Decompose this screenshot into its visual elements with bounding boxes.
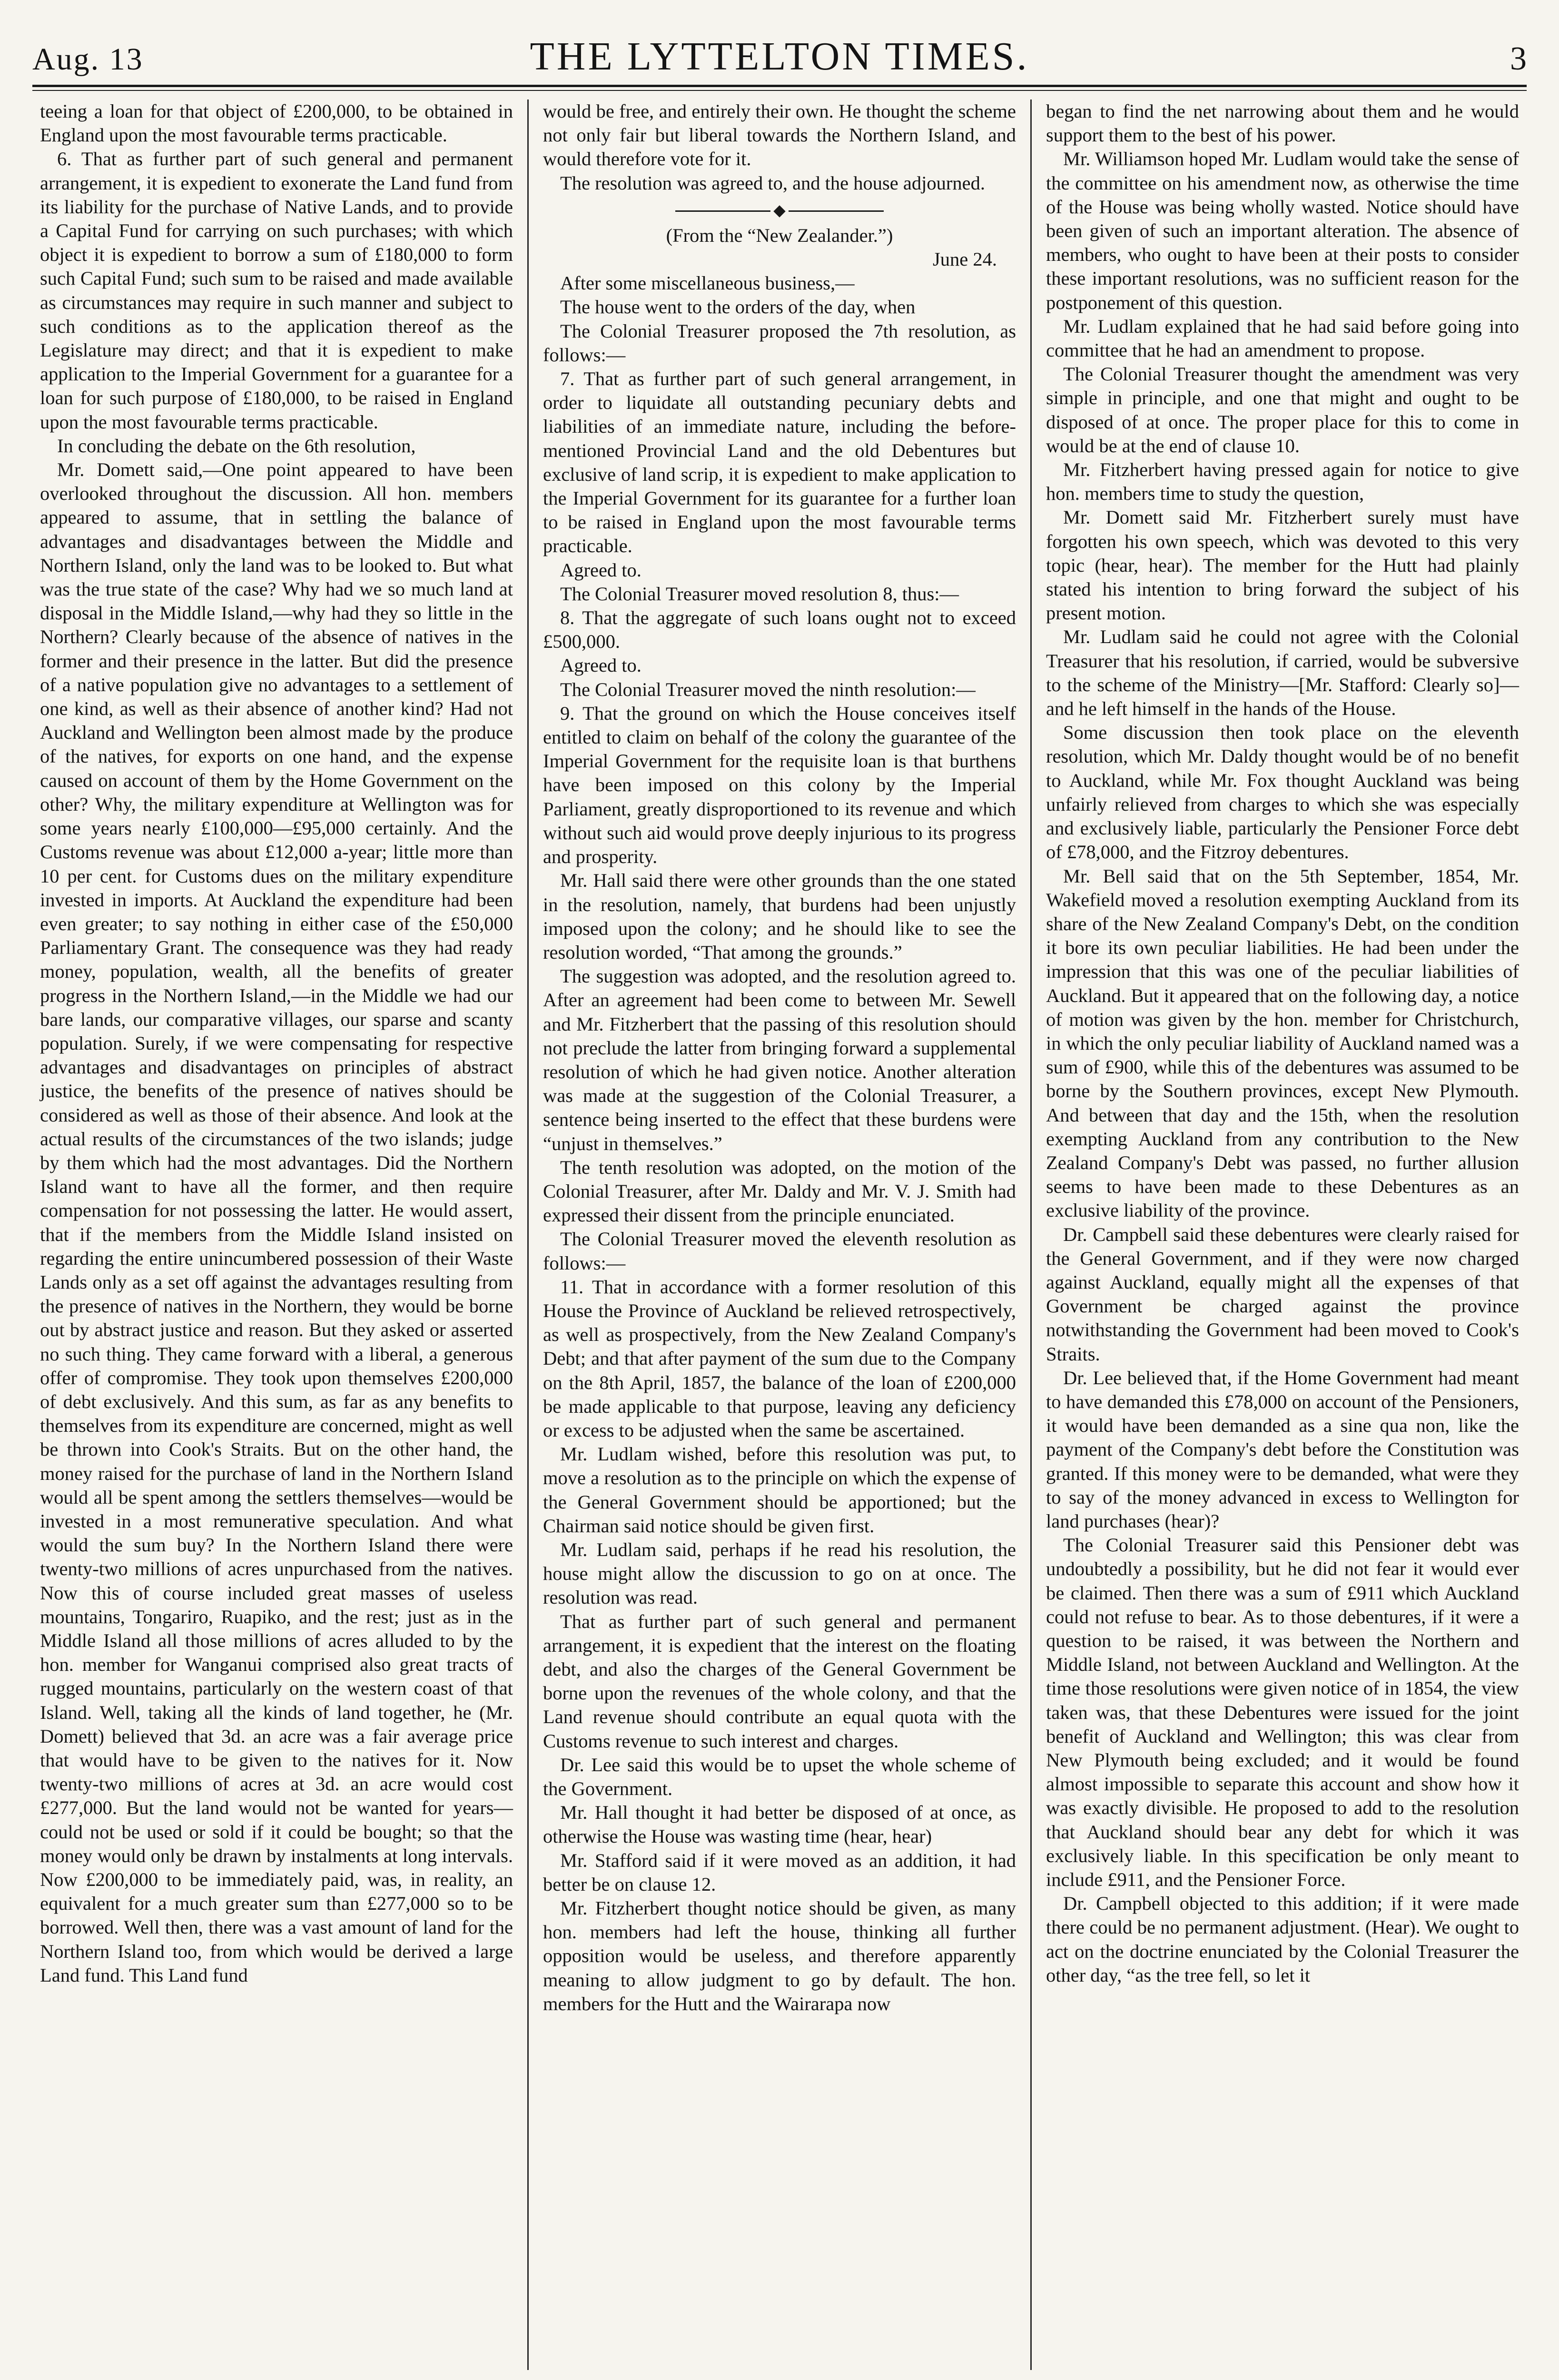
paragraph: That as further part of such general and permanent arrangement, it is expedient that the interest on the floating debt, and also the charges of the General Government be borne upon the revenues of the whole colony, and that the Land revenue should contribute an equal quota with the Customs revenue to such interest and charges. — [543, 1610, 1016, 1752]
page-number: 3 — [1510, 40, 1527, 77]
column-1 — [32, 99, 521, 2370]
paragraph: 8. That the aggregate of such loans ought not to exceed £500,000. — [543, 607, 1016, 653]
paragraph: The tenth resolution was adopted, on the motion of the Colonial Treasurer, after Mr. Daldy and Mr. V. J. Smith had expressed their dissent from the principle enunciated. — [543, 1156, 1016, 1226]
paragraph: The Colonial Treasurer moved resolution 8, thus:— — [560, 583, 959, 605]
paragraph: Dr. Campbell said these debentures were clearly raised for the General Government, and if they were now charged against Auckland, equally might all the expenses of that Government be charged against the province notwithstanding the Government had been moved to Cook's Straits. — [1046, 1223, 1519, 1365]
paragraph: 9. That the ground on which the House conceives itself entitled to claim on behalf of the colony the guarantee of the Imperial Government for the requisite loan is that burthens have been imposed on this colony by the Imperial Parliament, greatly disproportioned to its revenue and which without such aid would prove deeply injurious to its progress and prosperity. — [543, 702, 1016, 868]
paragraph: The house went to the orders of the day, when — [560, 296, 916, 318]
paragraph: Mr. Fitzherbert thought notice should be given, as many hon. members had left the house, thinking all further opposition would be useless, and therefore apparently meaning to allow judgment to go by default. The hon. members for the Hutt and the Wairarapa now — [543, 1897, 1016, 2014]
paragraph: Mr. Ludlam explained that he had said before going into committee that he had an amendment to propose. — [1046, 315, 1519, 361]
paragraph: Mr. Domett said Mr. Fitzherbert surely must have forgotten his own speech, which was devoted to this very topic (hear, hear). The member for the Hutt had plainly stated his intention to bring forward the subject of his present motion. — [1046, 506, 1519, 624]
column-2 — [535, 99, 1024, 2370]
paragraph: 7. That as further part of such general arrangement, in order to liquidate all outstanding pecuniary debts and liabilities of an immediate nature, including the before-mentioned Provincial Land and the old Debentures but exclusive of land scrip, it is expedient to make application to the Imperial Government for its guarantee for a further loan to be raised in England upon the most favourable terms practicable. — [543, 368, 1016, 557]
paragraph: Mr. Ludlam said, perhaps if he read his resolution, the house might allow the discussion to go on at once. The resolution was read. — [543, 1538, 1016, 1608]
paragraph: The Colonial Treasurer thought the amendment was very simple in principle, and one that might and ought to be disposed of at once. The proper place for this to come in would be at the end of clause 10. — [1046, 363, 1519, 456]
paragraph: Mr. Ludlam said he could not agree with the Colonial Treasurer that his resolution, if carried, would be subversive to the scheme of the Ministry—[Mr. Stafford: Clearly so]—and he left himself in the hands of the House. — [1046, 626, 1519, 720]
paragraph: Dr. Lee said this would be to upset the whole scheme of the Government. — [543, 1754, 1016, 1800]
paragraph: Dr. Lee believed that, if the Home Government had meant to have demanded this £78,000 on account of the Pensioners, it would have been demanded as a sine qua non, like the payment of the Company's debt before the Constitution was granted. If this money were to be demanded, what were they to say of the money advanced in excess to Wellington for land purchases (hear)? — [1046, 1367, 1519, 1532]
paragraph: After some miscellaneous business,— — [560, 272, 855, 294]
paragraph: would be free, and entirely their own. He thought the scheme not only fair but liberal towards the Northern Island, and would therefore vote for it. — [543, 100, 1016, 170]
paragraph: The Colonial Treasurer moved the ninth resolution:— — [560, 678, 976, 700]
paragraph: The suggestion was adopted, and the resolution agreed to. After an agreement had been come to between Mr. Sewell and Mr. Fitzherbert that the passing of this resolution should not preclude the latter from bringing forward a supplemental resolution of which he had given notice. Another alteration was made at the suggestion of the Colonial Treasurer, a sentence being inserted to the effect that these burdens were “unjust in themselves.” — [543, 965, 1016, 1154]
masthead — [32, 33, 1527, 81]
paragraph: Agreed to. — [560, 654, 641, 676]
masthead-rule — [32, 85, 1527, 87]
paragraph: Agreed to. — [560, 559, 641, 581]
column-separator — [1030, 99, 1032, 2370]
paragraph: Mr. Hall said there were other grounds than the one stated in the resolution, namely, that burdens had been unjustly imposed upon the colony; and he should like to see the resolution worded, “That among the grounds.” — [543, 870, 1016, 963]
paragraph: Mr. Williamson hoped Mr. Ludlam would take the sense of the committee on his amendment now, as otherwise the time of the House was being wholly wasted. Notice should have been given of such an important alteration. The absence of members, who ought to have been at their posts to consider these important resolutions, was no sufficient reason for the postponement of this question. — [1046, 148, 1519, 313]
paragraph: Dr. Campbell objected to this addition; if it were made there could be no permanent adjustment. (Hear). We ought to act on the doctrine enunciated by the Colonial Treasurer the other day, “as the tree fell, so let it — [1046, 1893, 1519, 1986]
paragraph: Mr. Domett said,—One point appeared to have been overlooked throughout the discussion. All hon. members appeared to assume, that in settling the balance of advantages and disadvantages between the Middle and Northern Island, only the land was to be looked to. But what was the true state of the case? Why had we so much land at disposal in the Middle Island,—why had they so little in the Northern? Clearly because of the absence of natives in the former and their presence in the latter. But did the presence of a native population give no advantages to a settlement of one kind, as well as their absence of another kind? Had not Auckland and Wellington been almost made by the produce of the natives, for exports on one hand, and the expense caused on account of them by the Home Government on the other? Why, the military expenditure at Wellington was for some years nearly £100,000—£95,000 certainly. And the Customs revenue was about £12,000 a-year; little more than 10 per cent. for Customs dues on the military expenditure invested in imports. At Auckland the expenditure had been even greater; to say nothing in either case of the £50,000 Parliamentary Grant. The consequence was they had ready money, population, wealth, all the benefits of greater progress in the Northern Island,—in the Middle we had our bare lands, our comparative villages, our sparse and scanty population. Surely, if we were compensating for respective advantages and disadvantages on principles of abstract justice, the benefits of the presence of natives should be considered as well as those of their absence. And look at the actual results of the circumstances of the two islands; judge by them which had the most advantages. Did the Northern Island want to have all the former, and then require compensation for not possessing the latter. He would assert, that if the members from the Middle Island insisted on regarding the entire unincumbered possession of their Waste Lands only as a set off against the advantages resulting from the presence of natives in the Northern, they would be borne out by abstract justice and reason. But they asked or asserted no such thing. They came forward with a liberal, a generous offer of compromise. They took upon themselves £200,000 of debt exclusively. And this sum, as far as any benefits to themselves from its expenditure are concerned, might as well be thrown into Cook's Straits. But on the other hand, the money raised for the purchase of land in the Northern Island would all be spent among the settlers themselves—would be invested in a most remunerative speculation. And what would the sum buy? In the Northern Island there were twenty-two millions of acres unpurchased from the natives. Now this of course included great masses of useless mountains, Tongariro, Ruapiko, and the rest; just as in the Middle Island all those millions of acres alluded to by the hon. member for Wanganui comprised also great tracts of rugged mountains, particularly on the western coast of that Island. Well, taking all the kinds of land together, he (Mr. Domett) believed that 3d. an acre was a fair average price that would have to be given to the natives for it. Now twenty-two millions of acres at 3d. an acre would cost £277,000. But the land would not be wanted for years—could not be used or sold if it could be bought; so that the money would only be drawn by instalments at long intervals. Now £200,000 to be immediately paid, was, in reality, an equivalent for a much greater sum than £277,000 so to be borrowed. Well then, there was a vast amount of land for the Northern Island too, from which would be derived a large Land fund. This Land fund — [40, 459, 513, 1986]
paragraph: Mr. Ludlam wished, before this resolution was put, to move a resolution as to the principle on which the expense of the General Government should be apportioned; but the Chairman said notice should be given first. — [543, 1443, 1016, 1537]
paragraph: 6. That as further part of such general and permanent arrangement, it is expedient to exonerate the Land fund from its liability for the purchase of Native Lands, and to provide a Capital Fund for carrying on such purchases; with which object it is expedient to borrow a sum of £180,000 to form such Capital Fund; such sum to be raised and made available as circumstances may require in such manner and subject to such conditions as to the application thereof as the Legislature may direct; and that it is expedient to make application to the Imperial Government for a guarantee for a loan for such purpose of £180,000, to be raised in England upon the most favourable terms practicable. — [40, 148, 513, 433]
paragraph: The Colonial Treasurer proposed the 7th resolution, as follows:— — [543, 320, 1016, 366]
paragraph: June 24. — [933, 248, 997, 270]
paragraph: The Colonial Treasurer moved the eleventh resolution as follows:— — [543, 1228, 1016, 1274]
paragraph: In concluding the debate on the 6th resolution, — [57, 435, 416, 456]
issue-date: Aug. 13 — [32, 42, 144, 77]
paragraph: Some discussion then took place on the eleventh resolution, which Mr. Daldy thought would be of no benefit to Auckland, while Mr. Fox thought Auckland was being unfairly relieved from charges to which she was especially and exclusively liable, particularly the Pensioner Force debt of £78,000, and the Fitzroy debentures. — [1046, 722, 1519, 863]
paragraph: Mr. Bell said that on the 5th September, 1854, Mr. Wakefield moved a resolution exempting Auckland from its share of the New Zealand Company's Debt, on the condition it bore its own peculiar liabilities. He had been under the impression that this was one of the peculiar liabilities of Auckland. But it appeared that on the following day, a notice of motion was given by the hon. member for Christchurch, in which the only peculiar liability of Auckland named was a sum of £900, while this of the debentures was assumed to be borne by the Southern provinces, except New Plymouth. And between that day and the 15th, when the resolution exempting Auckland from any contribution to the New Zealand Company's Debt was passed, no further allusion seems to have been made to these Debentures as an exclusive liability of the province. — [1046, 865, 1519, 1221]
newspaper-title: THE LYTTELTON TIMES. — [530, 34, 1029, 79]
paragraph: The Colonial Treasurer said this Pensioner debt was undoubtedly a possibility, but he did not fear it would ever be claimed. Then there was a sum of £911 which Auckland could not refuse to bear. As to those debentures, if it were a question to be raised, it was between the Northern and Middle Island, not between Auckland and Wellington. At the time those resolutions were given notice of in 1854, the view taken was, that these Debentures were issued for the joint benefit of Auckland and Wellington; this was clear from New Plymouth being excluded; and it would be found almost impossible to separate this account and show how it was exactly divisible. He proposed to add to the resolution that Auckland should bear any debt for which it was exclusively liable. In this specification be only meant to include £911, and the Pensioner Force. — [1046, 1534, 1519, 1891]
paragraph: Mr. Stafford said if it were moved as an addition, it had better be on clause 12. — [543, 1849, 1016, 1895]
paragraph: Mr. Hall thought it had better be disposed of at once, as otherwise the House was wasting time (hear, hear) — [543, 1802, 1016, 1847]
column-3 — [1038, 99, 1527, 2370]
column-separator — [527, 99, 529, 2370]
paragraph: teeing a loan for that object of £200,000, to be obtained in England upon the most favourable terms practicable. — [40, 100, 513, 146]
section-divider — [543, 195, 1016, 224]
paragraph: (From the “New Zealander.”) — [666, 224, 893, 246]
masthead-rule-thin — [32, 90, 1527, 91]
paragraph: The resolution was agreed to, and the house adjourned. — [560, 172, 985, 194]
paragraph: began to find the net narrowing about them and he would support them to the best of his power. — [1046, 100, 1519, 146]
paragraph: Mr. Fitzherbert having pressed again for notice to give hon. members time to study the question, — [1046, 459, 1519, 505]
article-columns — [32, 99, 1527, 2370]
paragraph: 11. That in accordance with a former resolution of this House the Province of Auckland be relieved retrospectively, as well as prospectively, from the New Zealand Company's Debt; and that after payment of the sum due to the Company on the 8th April, 1857, the balance of the loan of £200,000 be made applicable to that purpose, leaving any deficiency or excess to be adjusted when the same be ascertained. — [543, 1276, 1016, 1441]
